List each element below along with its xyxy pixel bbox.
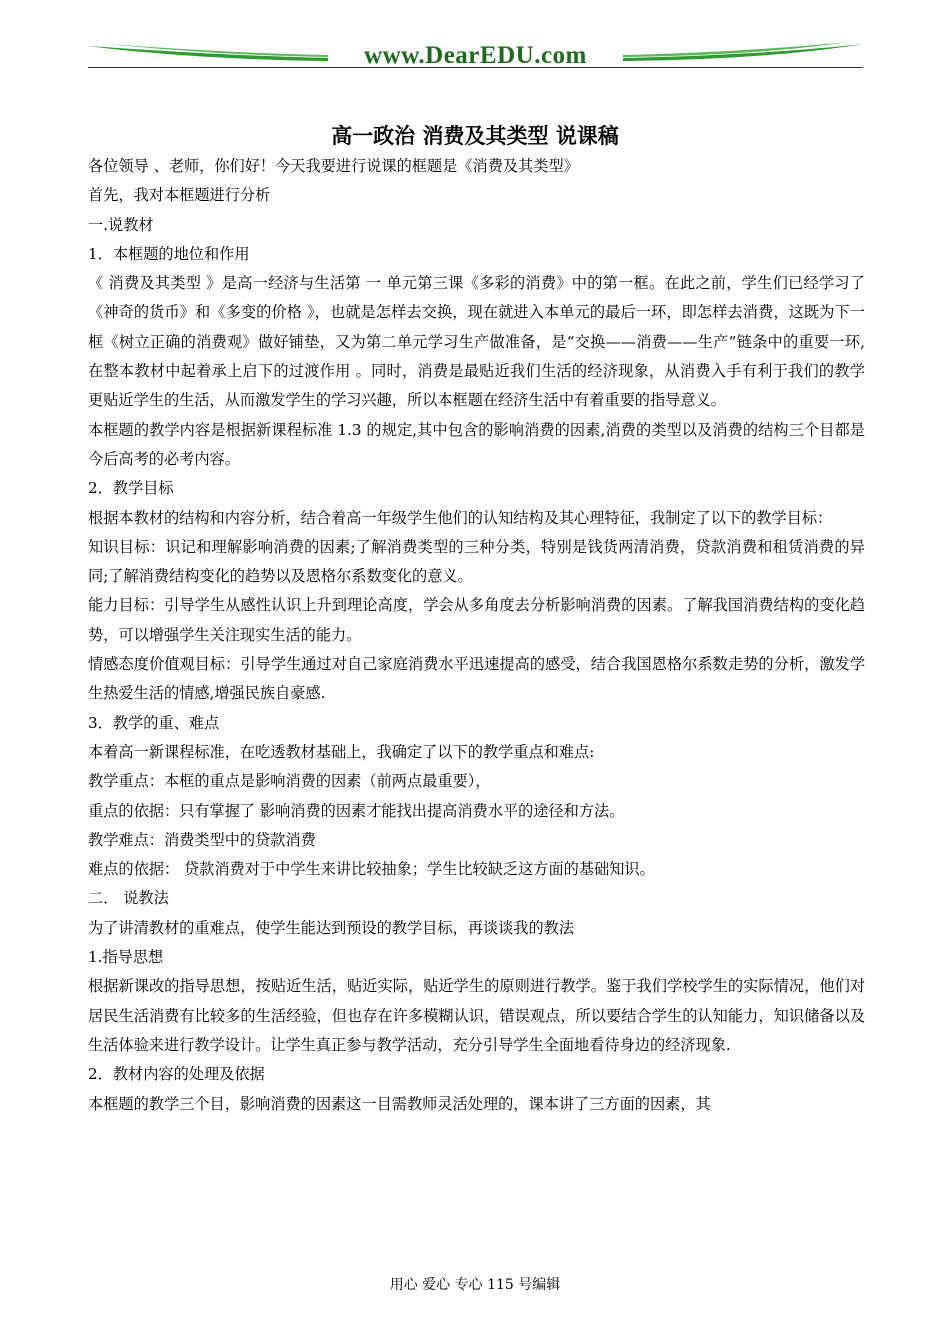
- subsection-heading: 2．教学目标: [88, 479, 174, 498]
- paragraph: 能力目标：引导学生从感性认识上升到理论高度，学会从多角度去分析影响消费的因素。了解我国消费结构的变化趋势，可以增强学生关注现实生活的能力。: [88, 596, 865, 644]
- paragraph: 《 消费及其类型 》是高一经济与生活第 一 单元第三课《多彩的消费》中的第一框。在此之前，学生们已经学习了《神奇的货币》和《多变的价格 》，也就是怎样去交换，现在就进入本单元的最后一环，即怎样去消费，这既为下一框《树立正确的消费观》做好铺垫，又为第二单元学习生产做准备，是“交换——消费——生产”链条中的重要一环,在整本教材中起着承上启下的过渡作用 。同时，消费是最贴近我们生活的经济现象，从消费入手有利于我们的教学更贴近学生的生活，从而激发学生的学习兴趣，所以本框题在经济生活中有着重要的指导意义。: [88, 274, 865, 410]
- section-heading: 一.说教材: [88, 215, 154, 234]
- paragraph: 重点的依据：只有掌握了 影响消费的因素才能找出提高消费水平的途径和方法。: [88, 801, 625, 820]
- subsection-heading: 2．教材内容的处理及依据: [88, 1065, 265, 1084]
- document-body: [88, 152, 865, 1119]
- paragraph: 难点的依据： 贷款消费对于中学生来讲比较抽象；学生比较缺乏这方面的基础知识。: [88, 860, 655, 879]
- paragraph: 情感态度价值观目标：引导学生通过对自己家庭消费水平迅速提高的感受，结合我国恩格尔系数走势的分析，激发学生热爱生活的情感,增强民族自豪感.: [88, 655, 865, 703]
- subsection-heading: 3．教学的重、难点: [88, 713, 220, 732]
- paragraph: 本框题的教学三个目，影响消费的因素这一目需教师灵活处理的，课本讲了三方面的因素，其: [88, 1094, 711, 1113]
- paragraph: 教学难点：消费类型中的贷款消费: [88, 830, 316, 849]
- paragraph: 知识目标：识记和理解影响消费的因素;了解消费类型的三种分类，特别是钱货两清消费，贷款消费和租赁消费的异同;了解消费结构变化的趋势以及恩格尔系数变化的意义。: [88, 537, 865, 586]
- header-divider: [88, 67, 863, 68]
- site-logo-text: www.DearEDU.com: [364, 42, 587, 69]
- document-title: 高一政治 消费及其类型 说课稿: [331, 123, 619, 148]
- paragraph: 根据新课改的指导思想，按贴近生活，贴近实际，贴近学生的原则进行教学。鉴于我们学校学生的实际情况，他们对居民生活消费有比较多的生活经验，但也存在许多模糊认识，错误观点，所以要结合学生的认知能力，知识储备以及生活体验来进行教学设计。让学生真正参与教学活动，充分引导学生全面地看待身边的经济现象.: [88, 977, 865, 1054]
- paragraph: 根据本教材的结构和内容分析，结合着高一年级学生他们的认知结构及其心理特征，我制定了以下的教学目标：: [88, 508, 833, 527]
- paragraph: 本着高一新课程标准，在吃透教材基础上，我确定了以下的教学重点和难点:: [88, 742, 595, 761]
- site-header: [88, 40, 863, 72]
- section-heading: 二． 说教法: [88, 889, 169, 908]
- subsection-heading: 1.指导思想: [88, 948, 164, 967]
- page-footer: 用心 爱心 专心 115 号编辑: [389, 1277, 561, 1293]
- paragraph: 为了讲清教材的重难点，使学生能达到预设的教学目标，再谈谈我的教法: [88, 918, 574, 937]
- paragraph: 教学重点：本框的重点是影响消费的因素（前两点最重要），: [88, 772, 491, 791]
- subsection-heading: 1．本框题的地位和作用: [88, 244, 250, 263]
- paragraph: 首先，我对本框题进行分析: [88, 186, 271, 205]
- paragraph: 各位领导 、老师，你们好！今天我要进行说课的框题是《消费及其类型》: [88, 157, 579, 175]
- paragraph: 本框题的教学内容是根据新课程标准 1.3 的规定,其中包含的影响消费的因素,消费的类型以及消费的结构三个目都是今后高考的必考内容。: [88, 420, 865, 468]
